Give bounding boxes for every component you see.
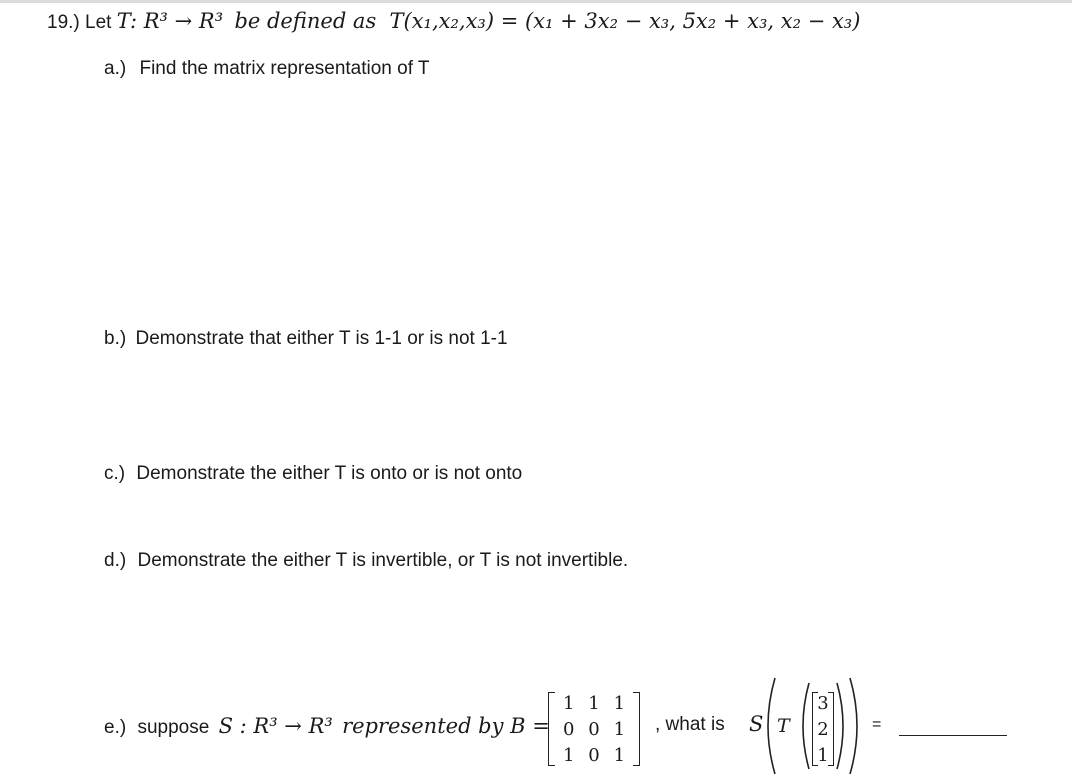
matrix-cell: 0 xyxy=(562,718,575,740)
part-a xyxy=(104,58,430,80)
outer-right-paren xyxy=(850,678,857,774)
vector-cell: 2 xyxy=(817,718,829,740)
part-e-represented-by: represented by B = xyxy=(342,714,550,738)
matrix-right-bracket xyxy=(633,692,640,766)
inner-left-paren xyxy=(803,683,809,769)
problem-defined-as: be defined as xyxy=(234,9,377,33)
part-b-text: Demonstrate that either T is 1-1 or is not 1-1 xyxy=(135,328,508,349)
matrix-cell: 0 xyxy=(588,718,600,740)
matrix-cell: 1 xyxy=(562,744,575,766)
problem-map: T: R³ → R³ xyxy=(116,9,224,33)
part-c-label: c.) xyxy=(104,463,126,484)
vector-cell: 1 xyxy=(817,744,829,766)
problem-statement xyxy=(47,9,860,34)
matrix-cell: 1 xyxy=(613,692,626,714)
part-e-suppose: suppose xyxy=(137,717,210,738)
matrix-b xyxy=(548,690,640,768)
part-d-label: d.) xyxy=(104,550,127,571)
equals-sign: = xyxy=(872,716,882,733)
matrix-cell: 1 xyxy=(613,718,626,740)
matrix-cell: 0 xyxy=(588,744,600,766)
problem-definition: T(x₁,x₂,x₃) = (x₁ + 3x₂ − x₃, 5x₂ + x₃, x₂ − x₃) xyxy=(389,9,861,33)
part-d-text: Demonstrate the either T is invertible, or T is not invertible. xyxy=(137,550,629,571)
top-rule xyxy=(0,0,1072,3)
matrix-cell: 1 xyxy=(588,692,600,714)
matrix-left-bracket xyxy=(548,692,555,766)
part-b xyxy=(104,328,508,350)
part-b-label: b.) xyxy=(104,328,127,349)
part-e-question: , what is xyxy=(655,714,725,735)
part-e-label: e.) xyxy=(104,717,127,738)
problem-number: 19.) xyxy=(47,12,80,33)
func-s: S xyxy=(749,712,764,736)
part-c xyxy=(104,463,522,485)
part-d xyxy=(104,550,628,572)
vector-cell: 3 xyxy=(817,692,829,714)
matrix-grid xyxy=(556,690,632,768)
part-c-text: Demonstrate the either T is onto or is not onto xyxy=(136,463,523,484)
part-e-map: S : R³ → R³ xyxy=(218,714,333,738)
func-t: T xyxy=(777,715,790,737)
part-e-lead xyxy=(104,714,550,739)
matrix-cell: 1 xyxy=(562,692,575,714)
part-a-label: a.) xyxy=(104,58,127,79)
part-a-text: Find the matrix representation of T xyxy=(139,58,430,79)
outer-left-paren xyxy=(768,678,775,774)
vector-input xyxy=(812,690,834,768)
vector-right-bracket xyxy=(828,692,834,766)
problem-let: Let xyxy=(85,12,112,33)
answer-blank[interactable] xyxy=(899,735,1007,736)
matrix-cell: 1 xyxy=(613,744,626,766)
inner-right-paren xyxy=(837,683,843,769)
